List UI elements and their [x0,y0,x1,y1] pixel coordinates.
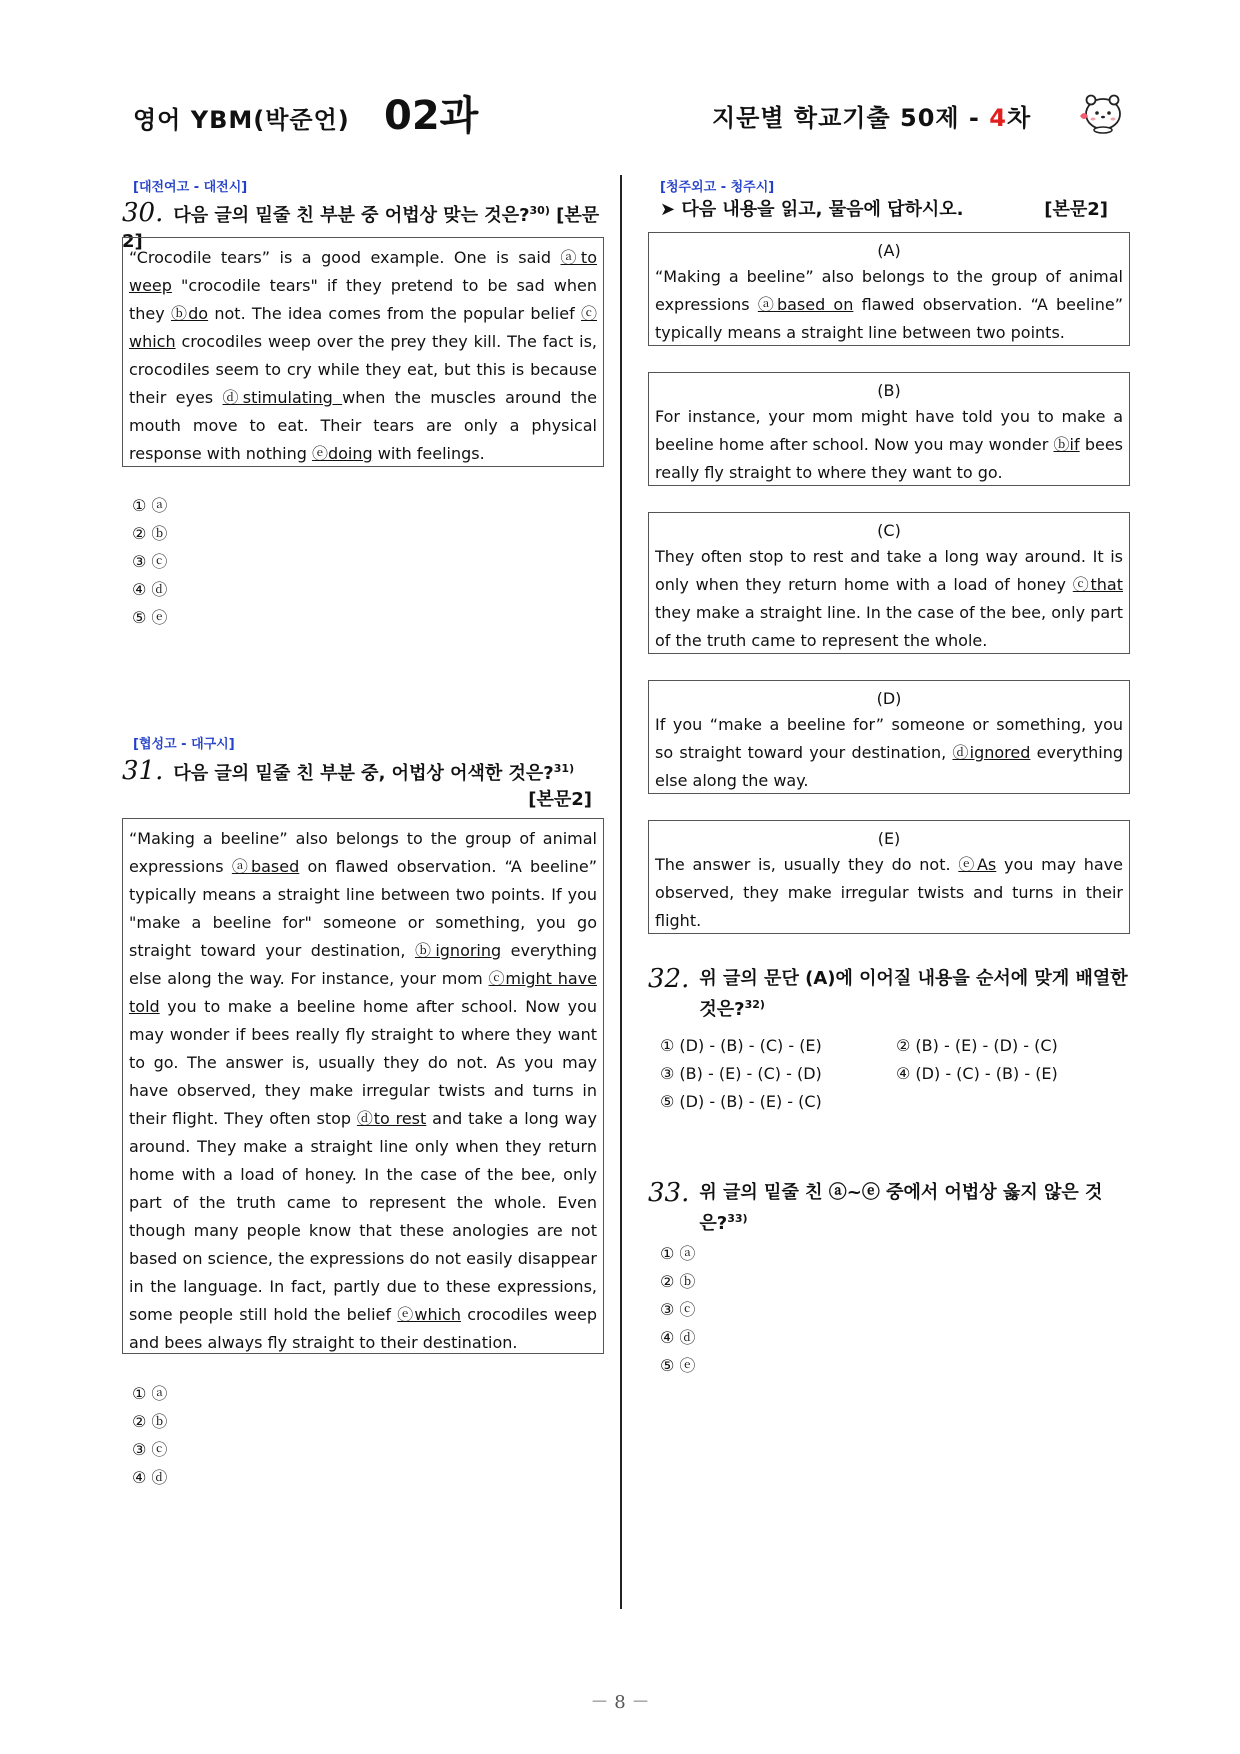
paragraph-d: (D) If you “make a beeline for” someone or something, you so straight toward your destination, ⓓignored everything else along the way. [648,680,1130,794]
q30-choice-5[interactable]: ⑤ ⓔ [132,608,168,627]
lesson-title: 02과 [384,93,479,139]
q30-choices [132,492,167,632]
q30-question: 30. 다음 글의 밑줄 친 부분 중 어법상 맞는 것은?$^{30)}$ [본문2] [122,198,600,252]
q33-choice-4[interactable]: ④ ⓓ [660,1328,696,1347]
q30-passage: “Crocodile tears” is a good example. One is said ⓐto weep "crocodile tears" if they pretend to be sad when they ⓑdo not. The idea comes from the popular belief ⓒ which crocodiles weep over the prey they kill. The fact is, crocodiles seem to cry while they eat, but this is because their eyes ⓓstimulating when the muscles around the mouth move to eat. Their tears are only a physical response with nothing ⓔdoing with feelings. [122,237,604,467]
paragraph-d-underline: ⓓignored [952,743,1031,762]
q32-question: 32. 위 글의 문단 (A)에 이어질 내용을 순서에 맞게 배열한 것은?$^{32)}$ [648,966,1130,1023]
subject-title: 영어 YBM(박준언) [133,106,350,134]
q32-choice-1[interactable]: ① (D) - (B) - (C) - (E) [660,1036,822,1055]
q32-number: 32. [648,964,690,994]
q31-school: [협성고 - 대구시] [133,737,235,752]
q33-choice-3[interactable]: ③ ⓒ [660,1300,696,1319]
q30-underline-c: ⓒ which [129,304,597,351]
q31-number: 31. [122,756,164,786]
q32-choice-4[interactable]: ④ (D) - (C) - (B) - (E) [896,1064,1058,1083]
right-school: [청주외고 - 청주시] [660,180,775,195]
q31-choices [132,1380,167,1492]
q30-choice-2[interactable]: ② ⓑ [132,524,168,543]
q32-choices [660,1032,1132,1116]
right-instruction: ➤ 다음 내용을 읽고, 물음에 답하시오. [본문2] [660,197,1108,223]
q33-question: 33. 위 글의 밑줄 친 ⓐ~ⓔ 중에서 어법상 옳지 않은 것은?$^{33)}$ [648,1180,1130,1237]
q32-choice-2[interactable]: ② (B) - (E) - (D) - (C) [896,1036,1058,1055]
column-divider [620,175,622,1609]
q31-choice-4[interactable]: ④ ⓓ [132,1468,168,1487]
q31-tag: [본문2] [528,789,592,810]
q30-tag: [본문2] [122,205,600,252]
paragraph-e: (E) The answer is, usually they do not. ⓔAs you may have observed, they make irregular twists and turns in their flight. [648,820,1130,934]
q33-choice-1[interactable]: ① ⓐ [660,1244,696,1263]
q31-underline-a: ⓐbased [231,857,300,876]
q30-school: [대전여고 - 대전시] [133,180,248,195]
q33-choice-2[interactable]: ② ⓑ [660,1272,696,1291]
q31-underline-e: ⓔwhich [397,1305,461,1324]
q30-underline-b: ⓑdo [170,304,209,323]
paragraph-c-underline: ⓒthat [1072,575,1124,594]
set-title: 지문별 학교기출 50제 - 4차 [712,104,1032,132]
q30-choice-4[interactable]: ④ ⓓ [132,580,168,599]
q32-choice-5[interactable]: ⑤ (D) - (B) - (E) - (C) [660,1092,822,1111]
q33-number: 33. [648,1178,690,1208]
q30-choice-1[interactable]: ① ⓐ [132,496,168,515]
page-number: － 8 － [590,1692,650,1713]
paragraph-c: (C) They often stop to rest and take a long way around. It is only when they return home with a load of honey ⓒthat they make a straight line. In the case of the bee, only part of the truth came to represent the whole. [648,512,1130,654]
q31-underline-c: ⓒmight have told [129,969,598,1016]
q33-choices [660,1240,695,1380]
q30-underline-a: ⓐto weep [129,248,597,295]
set-number: 4 [989,104,1007,132]
paragraph-a: (A) “Making a beeline” also belongs to the group of animal expressions ⓐbased on flawed observation. “A beeline” typically means a straight line between two points. [648,232,1130,346]
q31-underline-d: ⓓto rest [356,1109,427,1128]
q33-choice-5[interactable]: ⑤ ⓔ [660,1356,696,1375]
paragraph-a-underline: ⓐbased on [757,295,854,314]
q30-underline-e: ⓔdoing [311,444,373,463]
q31-passage: “Making a beeline” also belongs to the group of animal expressions ⓐbased on flawed observation. “A beeline” typically means a straight line between two points. If you "make a beeline for" someone or something, you go straight toward your destination, ⓑignoring everything else along the way. For instance, your mom ⓒmight have told you to make a beeline home after school. Now you may wonder if bees really fly straight to where they want to go. The answer is, usually they do not. As you may have observed, they make irregular twists and turns in their flight. They often stop ⓓto rest and take a long way around. They make a straight line only when they return home with a load of honey. In the case of the bee, only part of the truth came to represent the whole. Even though many people know that these anologies are not based on science, the expressions do not easily disappear in the language. In fact, partly due to these expressions, some people still hold the belief ⓔwhich crocodiles weep and bees always fly straight to their destination. [122,818,604,1354]
q32-choice-3[interactable]: ③ (B) - (E) - (C) - (D) [660,1064,822,1083]
q31-underline-b: ⓑignoring [414,941,502,960]
q31-choice-3[interactable]: ③ ⓒ [132,1440,168,1459]
paragraph-e-underline: ⓔAs [958,855,997,874]
mascot-icon [1076,86,1128,138]
q30-number: 30. [122,198,164,228]
right-tag: [본문2] [1044,199,1108,220]
q31-choice-2[interactable]: ② ⓑ [132,1412,168,1431]
q30-choice-3[interactable]: ③ ⓒ [132,552,168,571]
q31-question: 31. 다음 글의 밑줄 친 부분 중, 어법상 어색한 것은?$^{31)}$ [본문2] [122,756,592,813]
q31-choice-1[interactable]: ① ⓐ [132,1384,168,1403]
q30-underline-d: ⓓstimulating [222,388,343,407]
paragraph-b: (B) For instance, your mom might have told you to make a beeline home after school. Now you may wonder ⓑif bees really fly straight to where they want to go. [648,372,1130,486]
paragraph-b-underline: ⓑif [1053,435,1080,454]
